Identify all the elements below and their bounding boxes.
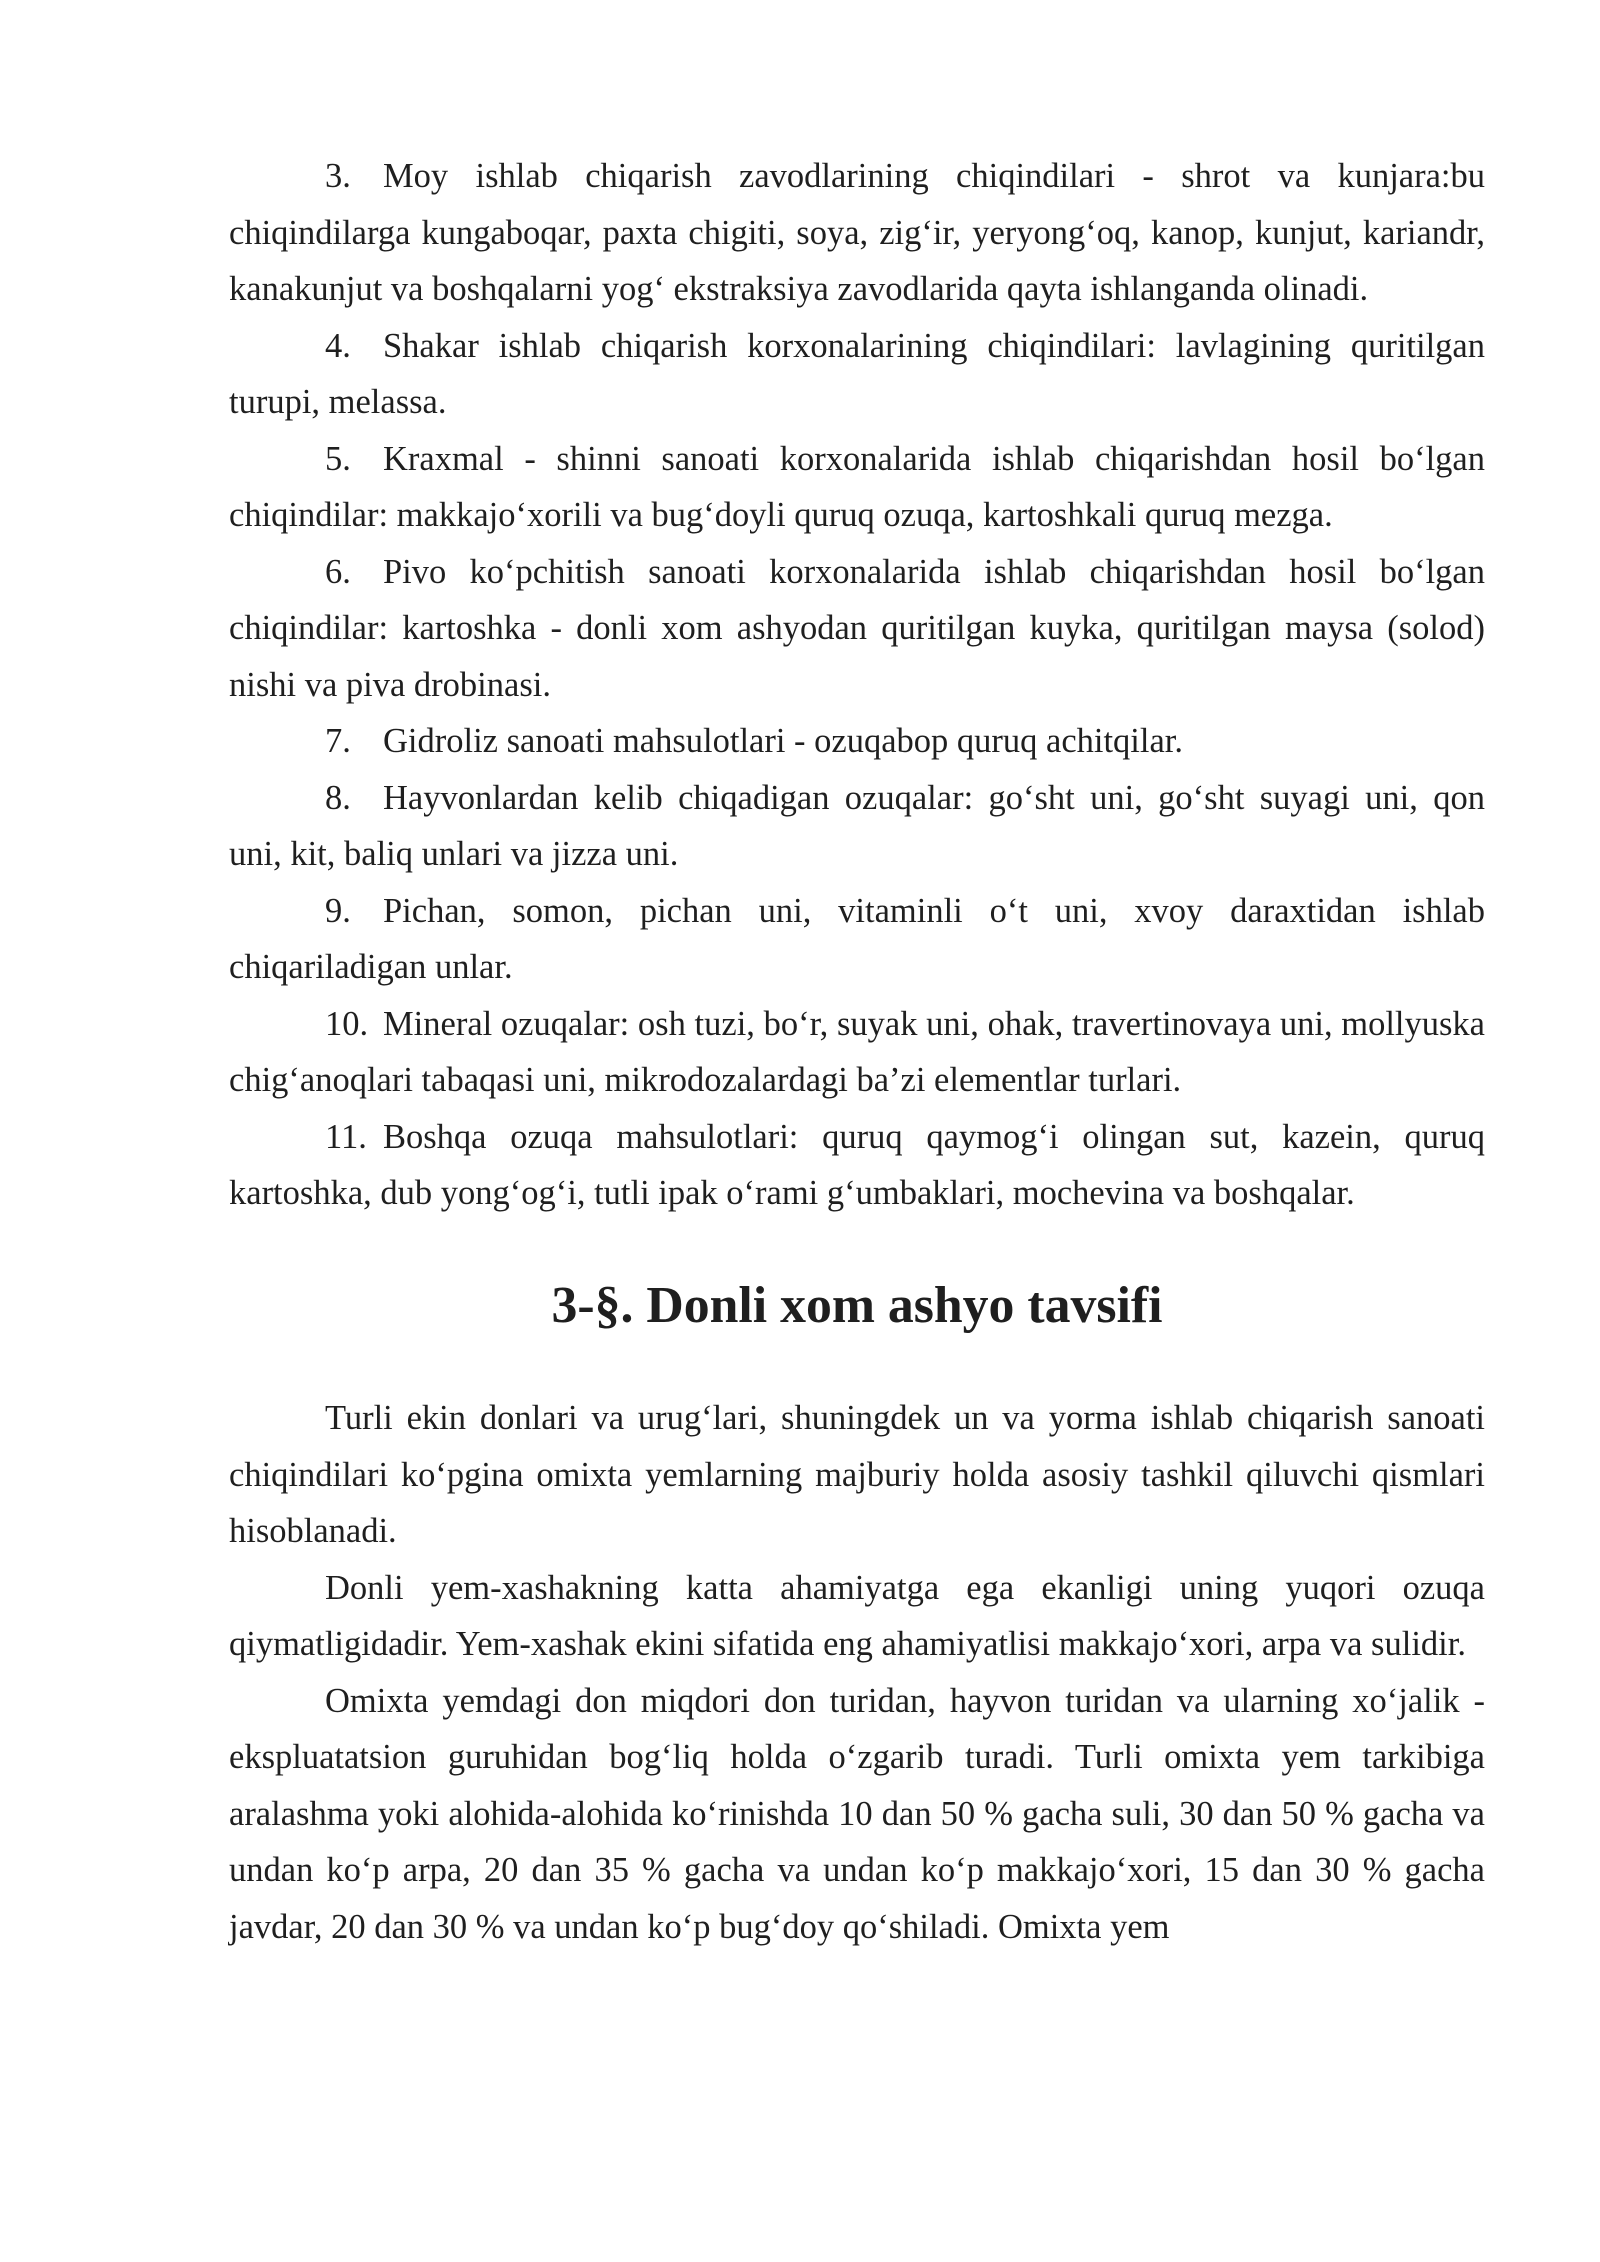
list-item-text: Boshqa ozuqa mahsulotlari: quruq qaymog‘i olingan sut, kazein, quruq kartoshka, dub yong‘og‘i, tutli ipak o‘rami g‘umbaklari, mochevina va boshqalar.	[229, 1117, 1485, 1212]
list-item	[229, 883, 1485, 996]
document-page	[229, 148, 1485, 1955]
list-item-text: Mineral ozuqalar: osh tuzi, bo‘r, suyak uni, ohak, travertinovaya uni, mollyuska chig‘anoqlari tabaqasi uni, mikrodozalardagi ba’zi elementlar turlari.	[229, 1004, 1485, 1099]
list-item	[229, 318, 1485, 431]
section-heading: 3-§. Donli xom ashyo tavsifi	[551, 1276, 1163, 1334]
numbered-list	[229, 148, 1485, 1222]
list-item-text: Pivo ko‘pchitish sanoati korxonalarida ishlab chiqarishdan hosil bo‘lgan chiqindilar: kartoshka - donli xom ashyodan quritilgan kuyka, quritilgan maysa (solod) nishi va piva drobinasi.	[229, 552, 1485, 704]
list-item-number: 7.	[325, 722, 351, 760]
list-item	[229, 996, 1485, 1109]
list-item	[229, 148, 1485, 318]
list-item-number: 9.	[325, 891, 351, 930]
section-body	[229, 1390, 1485, 1955]
list-item	[229, 770, 1485, 883]
list-item-text: Shakar ishlab chiqarish korxonalarining chiqindilari: lavlagining quritilgan turupi, melassa.	[229, 326, 1485, 421]
list-item-number: 5.	[325, 439, 351, 478]
list-item	[229, 431, 1485, 544]
list-item-number: 3.	[325, 157, 351, 195]
paragraph: Omixta yemdagi don miqdori don turidan, hayvon turidan va ularning xo‘jalik - ekspluatatsion guruhidan bog‘liq holda o‘zgarib turadi. Turli omixta yem tarkibiga aralashma yoki alohida-alohida ko‘rinishda 10 dan 50 % gacha suli, 30 dan 50 % gacha va undan ko‘p arpa, 20 dan 35 % gacha va undan ko‘p makkajo‘xori, 15 dan 30 % gacha javdar, 20 dan 30 % va undan ko‘p bug‘doy qo‘shiladi. Omixta yem	[229, 1681, 1485, 1946]
paragraph: Turli ekin donlari va urug‘lari, shuningdek un va yorma ishlab chiqarish sanoati chiqindilari ko‘pgina omixta yemlarning majburiy holda asosiy tashkil qiluvchi qismlari hisoblanadi.	[229, 1399, 1485, 1550]
paragraph: Donli yem-xashakning katta ahamiyatga ega ekanligi uning yuqori ozuqa qiymatligidadir. Yem-xashak ekini sifatida eng ahamiyatlisi makkajo‘xori, arpa va sulidir.	[229, 1568, 1485, 1663]
list-item	[229, 544, 1485, 714]
list-item	[229, 1109, 1485, 1222]
list-item-text: Pichan, somon, pichan uni, vitaminli o‘t uni, xvoy daraxtidan ishlab chiqariladigan unlar.	[229, 891, 1485, 986]
list-item-text: Kraxmal - shinni sanoati korxonalarida ishlab chiqarishdan hosil bo‘lgan chiqindilar: makkajo‘xorili va bug‘doyli quruq ozuqa, kartoshkali quruq mezga.	[229, 439, 1485, 534]
list-item-number: 10.	[325, 1004, 369, 1043]
list-item-number: 6.	[325, 552, 351, 591]
list-item-text: Moy ishlab chiqarish zavodlarining chiqindilari - shrot va kunjara:bu chiqindilarga kungaboqar, paxta chigiti, soya, zig‘ir, yeryong‘oq, kanop, kunjut, kariandr, kanakunjut va boshqalarni yog‘ ekstraksiya zavodlarida qayta ishlanganda olinadi.	[229, 157, 1485, 308]
list-item-number: 11.	[325, 1117, 367, 1156]
list-item	[229, 713, 1485, 770]
list-item-text: Gidroliz sanoati mahsulotlari - ozuqabop quruq achitqilar.	[383, 722, 1184, 760]
list-item-number: 4.	[325, 326, 351, 365]
list-item-text: Hayvonlardan kelib chiqadigan ozuqalar: go‘sht uni, go‘sht suyagi uni, qon uni, kit, baliq unlari va jizza uni.	[229, 778, 1485, 873]
list-item-number: 8.	[325, 778, 351, 817]
